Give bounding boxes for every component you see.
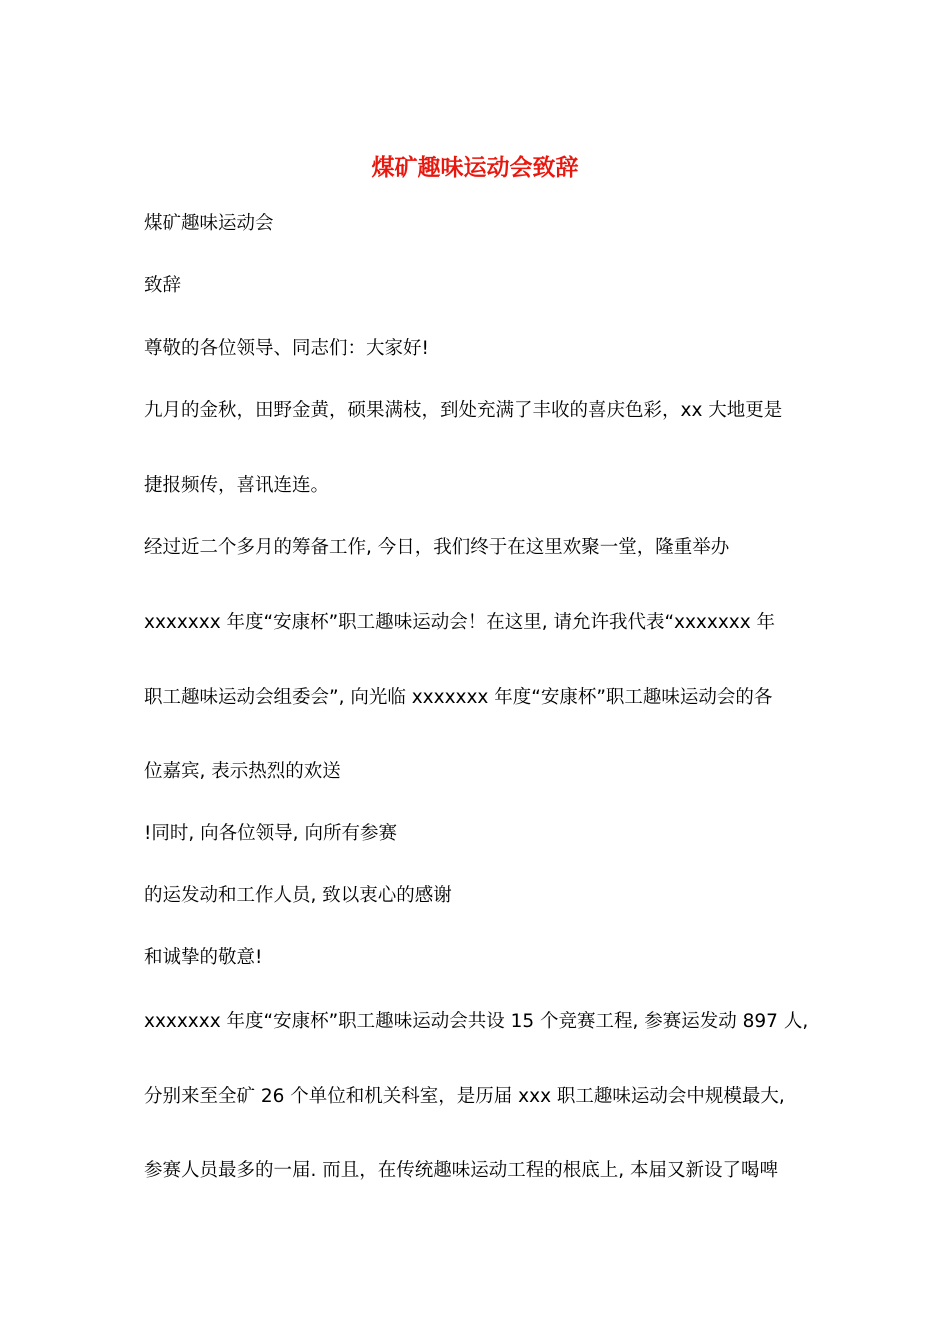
paragraph-line: 经过近二个多月的筹备工作, 今日，我们终于在这里欢聚一堂，隆重举办 (144, 537, 730, 558)
paragraph-line: 捷报频传，喜讯连连。 (144, 475, 330, 496)
paragraph-line: 九月的金秋，田野金黄，硕果满枝，到处充满了丰收的喜庆色彩，xx 大地更是 (144, 400, 783, 421)
paragraph-line: 的运发动和工作人员, 致以衷心的感谢 (144, 885, 452, 906)
paragraph-line: 分别来至全矿 26 个单位和机关科室，是历届 xxx 职工趣味运动会中规模最大, (144, 1086, 785, 1107)
paragraph-line: 位嘉宾, 表示热烈的欢送 (144, 761, 341, 782)
paragraph-line: 和诚挚的敬意! (144, 947, 263, 968)
document-title: 煤矿趣味运动会致辞 (371, 155, 579, 181)
paragraph-line: xxxxxxx 年度“安康杯”职工趣味运动会！在这里, 请允许我代表“xxxxxxx 年 (144, 612, 776, 633)
greeting-line: 尊敬的各位领导、同志们：大家好! (144, 338, 429, 359)
paragraph-line: 参赛人员最多的一届. 而且，在传统趣味运动工程的根底上, 本届又新设了喝啤 (144, 1160, 779, 1181)
heading-line: 煤矿趣味运动会 (144, 213, 274, 234)
paragraph-line: 职工趣味运动会组委会”, 向光临 xxxxxxx 年度“安康杯”职工趣味运动会的各 (144, 687, 773, 708)
paragraph-line: !同时, 向各位领导, 向所有参赛 (144, 823, 397, 844)
heading-line: 致辞 (144, 275, 182, 296)
paragraph-line: xxxxxxx 年度“安康杯”职工趣味运动会共设 15 个竞赛工程, 参赛运发动 897 人, (144, 1011, 809, 1032)
